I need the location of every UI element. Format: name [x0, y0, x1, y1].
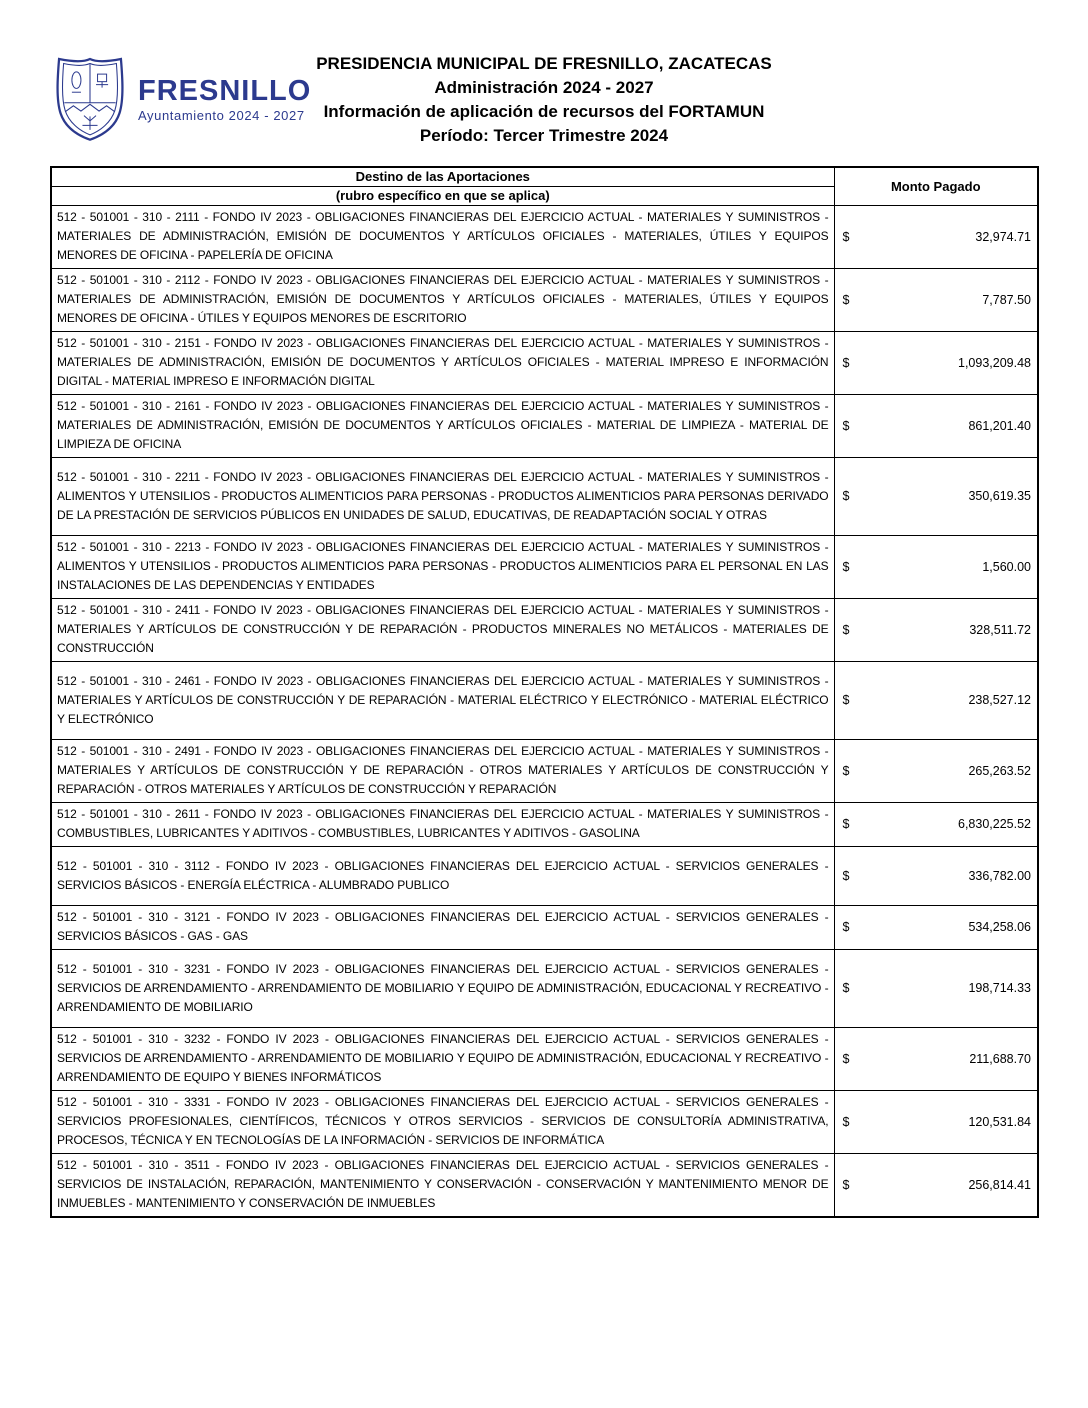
- monto-value: 328,511.72: [969, 622, 1031, 637]
- monto-wrap: [843, 816, 1032, 833]
- monto-value: 120,531.84: [968, 1114, 1031, 1129]
- monto-wrap: [843, 418, 1032, 435]
- monto-wrap: [843, 292, 1032, 309]
- monto-cell: [834, 1154, 1038, 1218]
- destino-cell: 512 - 501001 - 310 - 2213 - FONDO IV 2023 - OBLIGACIONES FINANCIERAS DEL EJERCICIO ACTUAL - MATERIALES Y SUMINISTROS - ALIMENTOS Y UTENSILIOS - PRODUCTOS ALIMENTICIOS PARA PERSONAS - PRODUCTOS ALIMENTICIOS PARA EL PERSONAL EN LAS INSTALACIONES DE LAS DEPENDENCIAS Y ENTIDADES: [51, 536, 834, 599]
- monto-wrap: [843, 763, 1032, 780]
- monto-wrap: [843, 980, 1032, 997]
- currency-symbol: $: [842, 763, 850, 778]
- table-row: [51, 206, 1038, 269]
- table-row: [51, 332, 1038, 395]
- destino-cell: 512 - 501001 - 310 - 2112 - FONDO IV 2023 - OBLIGACIONES FINANCIERAS DEL EJERCICIO ACTUAL - MATERIALES Y SUMINISTROS - MATERIALES DE ADMINISTRACIÓN, EMISIÓN DE DOCUMENTOS Y ARTÍCULOS OFICIALES - MATERIALES, ÚTILES Y EQUIPOS MENORES DE OFICINA - ÚTILES Y EQUIPOS MENORES DE ESCRITORIO: [51, 269, 834, 332]
- fortamun-table-container: [50, 166, 1037, 1218]
- letterhead: [0, 0, 1088, 162]
- currency-symbol: $: [842, 1114, 850, 1129]
- monto-cell: [834, 662, 1038, 740]
- currency-symbol: $: [842, 559, 850, 574]
- destino-cell: 512 - 501001 - 310 - 3331 - FONDO IV 2023 - OBLIGACIONES FINANCIERAS DEL EJERCICIO ACTUAL - SERVICIOS GENERALES - SERVICIOS PROFESIONALES, CIENTÍFICOS, TÉCNICOS Y OTROS SERVICIOS - SERVICIOS DE CONSULTORÍA ADMINISTRATIVA, PROCESOS, TÉCNICA Y EN TECNOLOGÍAS DE LA INFORMACIÓN - SERVICIOS DE INFORMÁTICA: [51, 1091, 834, 1154]
- monto-wrap: [843, 488, 1032, 505]
- table-row: [51, 740, 1038, 803]
- document-title-line-4: Período: Tercer Trimestre 2024: [419, 126, 669, 145]
- fortamun-table: [50, 166, 1039, 1218]
- table-row: [51, 599, 1038, 662]
- monto-value: 211,688.70: [969, 1051, 1031, 1066]
- monto-cell: [834, 847, 1038, 906]
- currency-symbol: $: [842, 1177, 850, 1192]
- destino-cell: 512 - 501001 - 310 - 3121 - FONDO IV 2023 - OBLIGACIONES FINANCIERAS DEL EJERCICIO ACTUAL - SERVICIOS GENERALES - SERVICIOS BÁSICOS - GAS - GAS: [51, 906, 834, 950]
- currency-symbol: $: [842, 1051, 850, 1066]
- monto-wrap: [843, 355, 1032, 372]
- monto-value: 7,787.50: [982, 292, 1031, 307]
- monto-cell: [834, 950, 1038, 1028]
- monto-wrap: [843, 622, 1032, 639]
- document-title-line-1: PRESIDENCIA MUNICIPAL DE FRESNILLO, ZACATECAS: [316, 54, 772, 73]
- table-row: [51, 536, 1038, 599]
- monto-cell: [834, 599, 1038, 662]
- currency-symbol: $: [842, 981, 850, 995]
- column-header-destino-subtitle: (rubro específico en que se aplica): [51, 187, 834, 206]
- currency-symbol: $: [842, 418, 850, 433]
- monto-value: 198,714.33: [968, 981, 1031, 995]
- table-row: [51, 662, 1038, 740]
- document-title-block: [0, 52, 1088, 148]
- table-row: [51, 1154, 1038, 1218]
- monto-cell: [834, 206, 1038, 269]
- monto-cell: [834, 332, 1038, 395]
- destino-cell: 512 - 501001 - 310 - 3112 - FONDO IV 2023 - OBLIGACIONES FINANCIERAS DEL EJERCICIO ACTUAL - SERVICIOS GENERALES - SERVICIOS BÁSICOS - ENERGÍA ELÉCTRICA - ALUMBRADO PUBLICO: [51, 847, 834, 906]
- table-body: [51, 206, 1038, 1218]
- monto-value: 265,263.52: [968, 763, 1031, 778]
- table-row: [51, 847, 1038, 906]
- destino-cell: 512 - 501001 - 310 - 2411 - FONDO IV 2023 - OBLIGACIONES FINANCIERAS DEL EJERCICIO ACTUAL - MATERIALES Y SUMINISTROS - MATERIALES Y ARTÍCULOS DE CONSTRUCCIÓN Y DE REPARACIÓN - PRODUCTOS MINERALES NO METÁLICOS - MATERIALES DE CONSTRUCCIÓN: [51, 599, 834, 662]
- monto-value: 238,527.12: [968, 693, 1031, 707]
- monto-cell: [834, 1091, 1038, 1154]
- monto-value: 336,782.00: [968, 868, 1031, 883]
- monto-value: 256,814.41: [968, 1177, 1031, 1192]
- destino-cell: 512 - 501001 - 310 - 2611 - FONDO IV 2023 - OBLIGACIONES FINANCIERAS DEL EJERCICIO ACTUAL - MATERIALES Y SUMINISTROS - COMBUSTIBLES, LUBRICANTES Y ADITIVOS - COMBUSTIBLES, LUBRICANTES Y ADITIVOS - GASOLINA: [51, 803, 834, 847]
- destino-cell: 512 - 501001 - 310 - 3231 - FONDO IV 2023 - OBLIGACIONES FINANCIERAS DEL EJERCICIO ACTUAL - SERVICIOS GENERALES - SERVICIOS DE ARRENDAMIENTO - ARRENDAMIENTO DE MOBILIARIO Y EQUIPO DE ADMINISTRACIÓN, EDUCACIONAL Y RECREATIVO - ARRENDAMIENTO DE MOBILIARIO: [51, 950, 834, 1028]
- monto-value: 6,830,225.52: [958, 817, 1031, 831]
- table-row: [51, 906, 1038, 950]
- table-row: [51, 950, 1038, 1028]
- currency-symbol: $: [842, 693, 850, 707]
- destino-cell: 512 - 501001 - 310 - 2491 - FONDO IV 2023 - OBLIGACIONES FINANCIERAS DEL EJERCICIO ACTUAL - MATERIALES Y SUMINISTROS - MATERIALES Y ARTÍCULOS DE CONSTRUCCIÓN Y DE REPARACIÓN - OTROS MATERIALES Y ARTÍCULOS DE CONSTRUCCIÓN Y REPARACIÓN - OTROS MATERIALES Y ARTÍCULOS DE CONSTRUCCIÓN Y REPARACIÓN: [51, 740, 834, 803]
- column-header-destino: Destino de las Aportaciones: [51, 167, 834, 187]
- destino-cell: 512 - 501001 - 310 - 3511 - FONDO IV 2023 - OBLIGACIONES FINANCIERAS DEL EJERCICIO ACTUAL - SERVICIOS GENERALES - SERVICIOS DE INSTALACIÓN, REPARACIÓN, MANTENIMIENTO Y CONSERVACIÓN - CONSERVACIÓN Y MANTENIMIENTO MENOR DE INMUEBLES - MANTENIMIENTO Y CONSERVACIÓN DE INMUEBLES: [51, 1154, 834, 1218]
- destino-cell: 512 - 501001 - 310 - 3232 - FONDO IV 2023 - OBLIGACIONES FINANCIERAS DEL EJERCICIO ACTUAL - SERVICIOS GENERALES - SERVICIOS DE ARRENDAMIENTO - ARRENDAMIENTO DE MOBILIARIO Y EQUIPO DE ADMINISTRACIÓN, EDUCACIONAL Y RECREATIVO - ARRENDAMIENTO DE EQUIPO Y BIENES INFORMÁTICOS: [51, 1028, 834, 1091]
- monto-cell: [834, 536, 1038, 599]
- logo-subtitle: Ayuntamiento 2024 - 2027: [138, 107, 305, 123]
- currency-symbol: $: [842, 920, 850, 934]
- monto-value: 534,258.06: [968, 920, 1031, 934]
- monto-cell: [834, 269, 1038, 332]
- monto-wrap: [843, 1051, 1032, 1068]
- destino-cell: 512 - 501001 - 310 - 2161 - FONDO IV 2023 - OBLIGACIONES FINANCIERAS DEL EJERCICIO ACTUAL - MATERIALES Y SUMINISTROS - MATERIALES DE ADMINISTRACIÓN, EMISIÓN DE DOCUMENTOS Y ARTÍCULOS OFICIALES - MATERIAL DE LIMPIEZA - MATERIAL DE LIMPIEZA DE OFICINA: [51, 395, 834, 458]
- monto-wrap: [843, 692, 1032, 709]
- document-title-line-2: Administración 2024 - 2027: [434, 78, 654, 97]
- currency-symbol: $: [842, 817, 850, 831]
- monto-wrap: [843, 868, 1032, 885]
- currency-symbol: $: [842, 229, 850, 244]
- monto-value: 32,974.71: [975, 229, 1031, 244]
- currency-symbol: $: [842, 868, 850, 883]
- monto-value: 1,093,209.48: [958, 355, 1031, 370]
- destino-cell: 512 - 501001 - 310 - 2111 - FONDO IV 2023 - OBLIGACIONES FINANCIERAS DEL EJERCICIO ACTUAL - MATERIALES Y SUMINISTROS - MATERIALES DE ADMINISTRACIÓN, EMISIÓN DE DOCUMENTOS Y ARTÍCULOS OFICIALES - MATERIALES, ÚTILES Y EQUIPOS MENORES DE OFICINA - PAPELERÍA DE OFICINA: [51, 206, 834, 269]
- monto-wrap: [843, 1177, 1032, 1194]
- monto-cell: [834, 906, 1038, 950]
- table-row: [51, 458, 1038, 536]
- monto-cell: [834, 458, 1038, 536]
- monto-cell: [834, 740, 1038, 803]
- document-title-line-3: Información de aplicación de recursos del FORTAMUN: [323, 102, 765, 121]
- destino-cell: 512 - 501001 - 310 - 2151 - FONDO IV 2023 - OBLIGACIONES FINANCIERAS DEL EJERCICIO ACTUAL - MATERIALES Y SUMINISTROS - MATERIALES DE ADMINISTRACIÓN, EMISIÓN DE DOCUMENTOS Y ARTÍCULOS OFICIALES - MATERIAL IMPRESO E INFORMACIÓN DIGITAL - MATERIAL IMPRESO E INFORMACIÓN DIGITAL: [51, 332, 834, 395]
- monto-value: 861,201.40: [968, 418, 1031, 433]
- monto-cell: [834, 395, 1038, 458]
- table-row: [51, 803, 1038, 847]
- monto-wrap: [843, 1114, 1032, 1131]
- monto-wrap: [843, 229, 1032, 246]
- monto-wrap: [843, 559, 1032, 576]
- currency-symbol: $: [842, 355, 850, 370]
- monto-value: 1,560.00: [982, 559, 1031, 574]
- monto-value: 350,619.35: [968, 489, 1031, 503]
- logo-brand-name: FRESNILLO: [138, 74, 312, 107]
- table-row: [51, 269, 1038, 332]
- monto-cell: [834, 803, 1038, 847]
- table-row: [51, 1028, 1038, 1091]
- monto-wrap: [843, 919, 1032, 936]
- table-row: [51, 395, 1038, 458]
- table-row: [51, 1091, 1038, 1154]
- currency-symbol: $: [842, 292, 850, 307]
- destino-cell: 512 - 501001 - 310 - 2461 - FONDO IV 2023 - OBLIGACIONES FINANCIERAS DEL EJERCICIO ACTUAL - MATERIALES Y SUMINISTROS - MATERIALES Y ARTÍCULOS DE CONSTRUCCIÓN Y DE REPARACIÓN - MATERIAL ELÉCTRICO Y ELECTRÓNICO - MATERIAL ELÉCTRICO Y ELECTRÓNICO: [51, 662, 834, 740]
- currency-symbol: $: [842, 489, 850, 503]
- column-header-monto-pagado: Monto Pagado: [834, 167, 1038, 206]
- currency-symbol: $: [842, 622, 850, 637]
- table-header-row-1: [51, 167, 1038, 187]
- destino-cell: 512 - 501001 - 310 - 2211 - FONDO IV 2023 - OBLIGACIONES FINANCIERAS DEL EJERCICIO ACTUAL - MATERIALES Y SUMINISTROS - ALIMENTOS Y UTENSILIOS - PRODUCTOS ALIMENTICIOS PARA PERSONAS - PRODUCTOS ALIMENTICIOS PARA PERSONAS DERIVADO DE LA PRESTACIÓN DE SERVICIOS PÚBLICOS EN UNIDADES DE SALUD, EDUCATIVAS, DE READAPTACIÓN SOCIAL Y OTRAS: [51, 458, 834, 536]
- monto-cell: [834, 1028, 1038, 1091]
